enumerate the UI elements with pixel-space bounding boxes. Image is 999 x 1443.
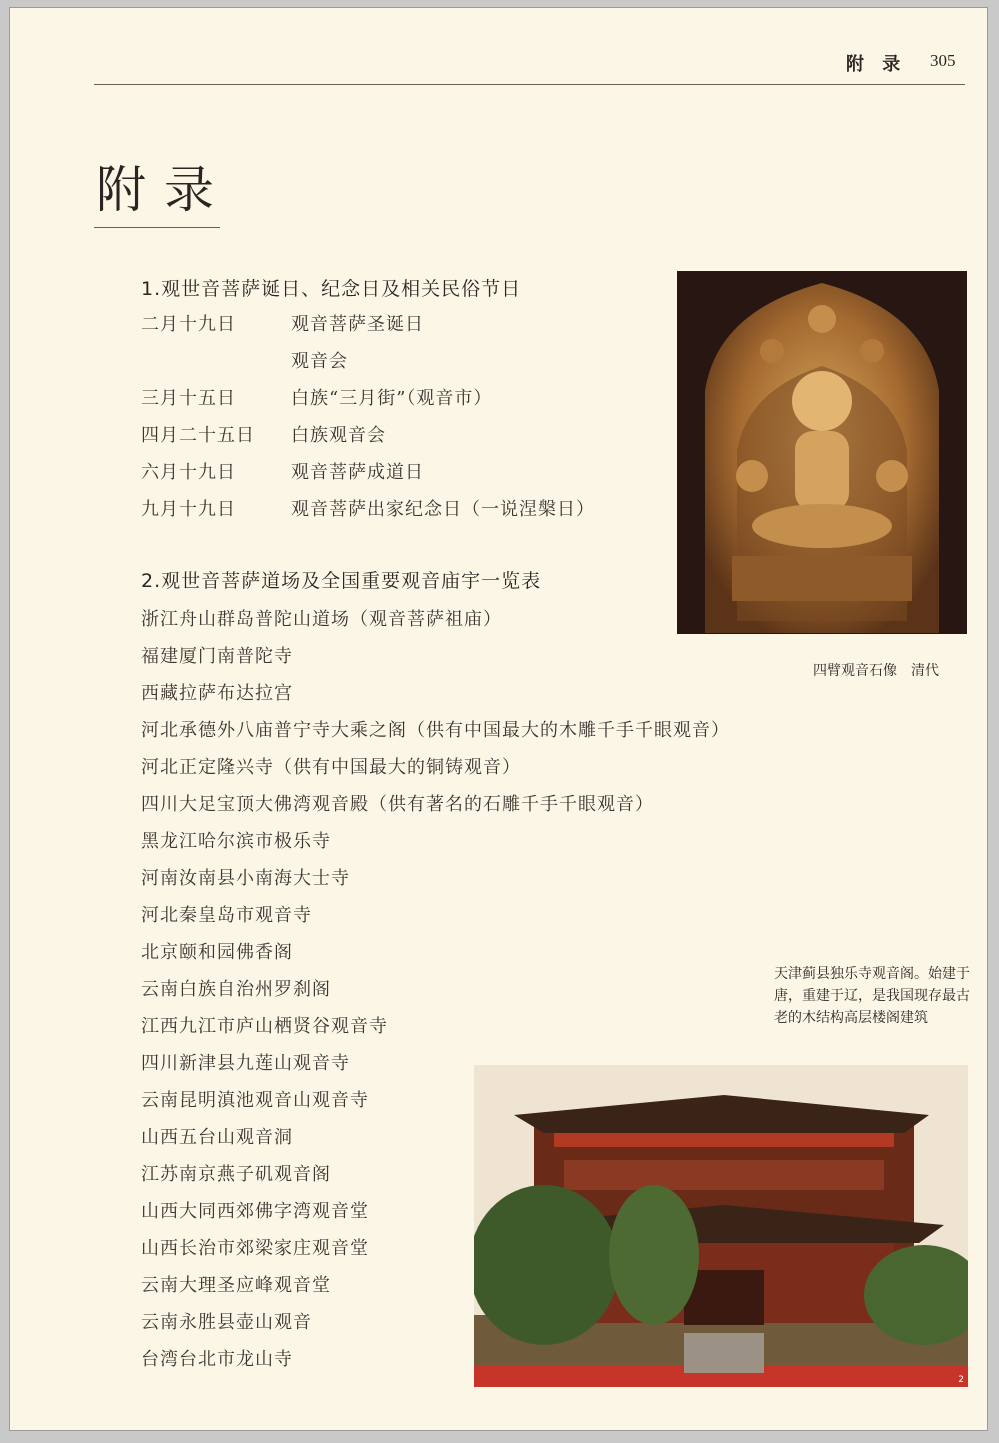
temple-item: 四川新津县九莲山观音寺 — [141, 1053, 350, 1074]
photo-number-badge: 2 — [958, 1375, 964, 1385]
temple-item: 河北正定隆兴寺（供有中国最大的铜铸观音） — [141, 757, 521, 778]
festival-event: 观音菩萨成道日 — [291, 462, 424, 483]
temple-item: 福建厦门南普陀寺 — [141, 646, 293, 667]
temple-photo — [474, 1065, 968, 1387]
page-number: 305 — [930, 51, 956, 70]
temple-item: 云南永胜县壶山观音 — [141, 1312, 312, 1333]
festival-event: 白族“三月街”（观音市） — [291, 388, 493, 409]
temple-item: 台湾台北市龙山寺 — [141, 1349, 293, 1370]
temple-item: 河北秦皇岛市观音寺 — [141, 905, 312, 926]
temple-item: 北京颐和园佛香阁 — [141, 942, 293, 963]
temple-item: 四川大足宝顶大佛湾观音殿（供有著名的石雕千手千眼观音） — [141, 794, 654, 815]
temple-item: 山西大同西郊佛字湾观音堂 — [141, 1201, 369, 1222]
temple-item: 云南昆明滇池观音山观音寺 — [141, 1090, 369, 1111]
statue-photo — [677, 271, 967, 634]
festival-event: 观音会 — [291, 351, 348, 372]
temple-item: 江苏南京燕子矶观音阁 — [141, 1164, 331, 1185]
temple-item: 山西五台山观音洞 — [141, 1127, 293, 1148]
festival-date: 二月十九日 — [141, 314, 236, 335]
festival-event: 观音菩萨出家纪念日（一说涅槃日） — [291, 499, 595, 520]
temple-item: 云南大理圣应峰观音堂 — [141, 1275, 331, 1296]
statue-illustration — [677, 271, 967, 634]
running-head: 附 录 — [846, 54, 907, 75]
festival-event: 观音菩萨圣诞日 — [291, 314, 424, 335]
temple-item: 西藏拉萨布达拉宫 — [141, 683, 293, 704]
page-title: 附录 — [96, 161, 232, 219]
festival-date: 九月十九日 — [141, 499, 236, 520]
temple-item: 山西长治市郊梁家庄观音堂 — [141, 1238, 369, 1259]
section2-heading: 2.观世音菩萨道场及全国重要观音庙宇一览表 — [141, 570, 542, 592]
festival-date: 三月十五日 — [141, 388, 236, 409]
festival-date: 六月十九日 — [141, 462, 236, 483]
book-page — [10, 8, 987, 1430]
statue-caption: 四臂观音石像 清代 — [813, 663, 939, 679]
temple-item: 河南汝南县小南海大士寺 — [141, 868, 350, 889]
title-rule — [94, 227, 220, 228]
temple-item: 云南白族自治州罗刹阁 — [141, 979, 331, 1000]
festival-event: 白族观音会 — [291, 425, 386, 446]
temple-caption: 天津蓟县独乐寺观音阁。始建于唐，重建于辽，是我国现存最古老的木结构高层楼阁建筑 — [774, 966, 970, 1026]
temple-item: 江西九江市庐山栖贤谷观音寺 — [141, 1016, 388, 1037]
temple-item: 河北承德外八庙普宁寺大乘之阁（供有中国最大的木雕千手千眼观音） — [141, 720, 730, 741]
temple-illustration — [474, 1065, 968, 1387]
festival-date: 四月二十五日 — [141, 425, 255, 446]
header-rule — [94, 84, 965, 85]
temple-item: 黑龙江哈尔滨市极乐寺 — [141, 831, 331, 852]
section1-heading: 1.观世音菩萨诞日、纪念日及相关民俗节日 — [141, 278, 522, 300]
temple-item: 浙江舟山群岛普陀山道场（观音菩萨祖庙） — [141, 609, 502, 630]
